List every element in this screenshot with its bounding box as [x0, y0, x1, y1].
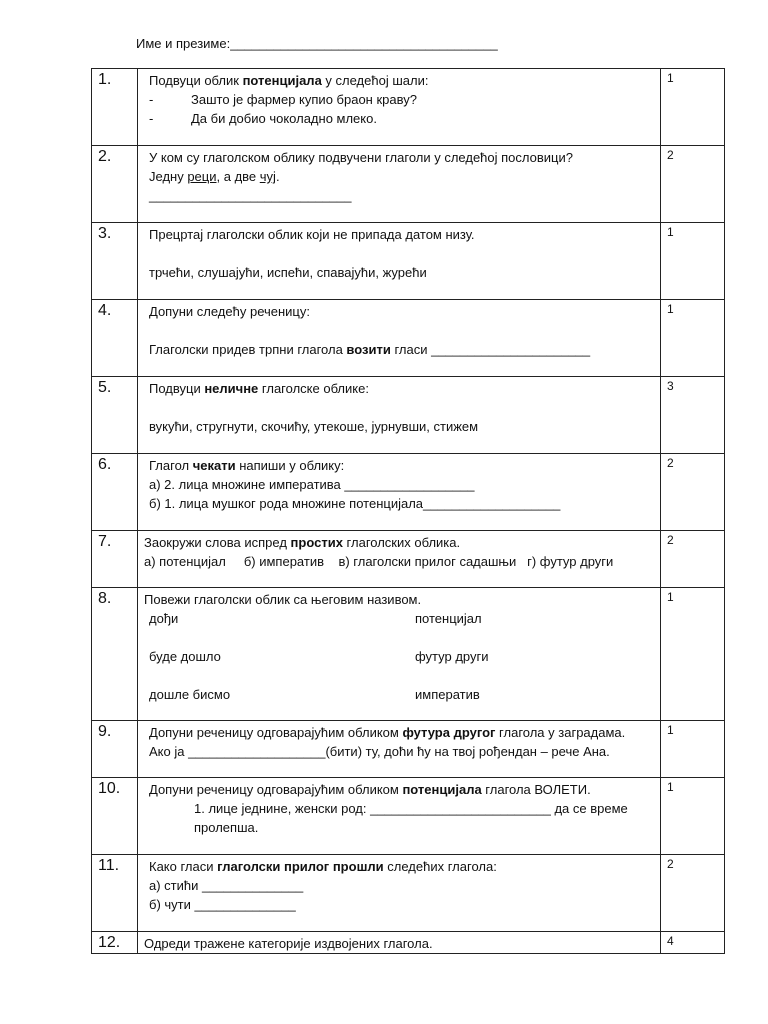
question-number: 9. — [92, 721, 138, 778]
points: 2 — [661, 855, 725, 932]
question-body: Одреди тражене категорије издвојених глагола. — [138, 932, 661, 954]
question-row — [92, 721, 725, 778]
question-row — [92, 454, 725, 531]
question-body: Допуни следећу реченицу: Глаголски придев трпни глагола возити гласи ______________________ — [138, 300, 661, 377]
points: 1 — [661, 721, 725, 778]
points: 1 — [661, 778, 725, 855]
question-body: Глагол чекати напиши у облику: а) 2. лица множине императива __________________ б) 1. лица мушког рода множине потенцијала___________________ — [138, 454, 661, 531]
points: 2 — [661, 146, 725, 223]
question-number: 11. — [92, 855, 138, 932]
question-row — [92, 300, 725, 377]
name-label: Име и презиме: — [136, 36, 231, 51]
points: 3 — [661, 377, 725, 454]
question-body: Подвуци неличне глаголске облике: вукући, стругнути, скочићу, утекоше, јурнувши, стижем — [138, 377, 661, 454]
test-table — [91, 68, 725, 954]
name-blank[interactable]: _____________________________________ — [230, 36, 498, 51]
question-row — [92, 146, 725, 223]
question-number: 10. — [92, 778, 138, 855]
question-number: 5. — [92, 377, 138, 454]
question-number: 12. — [92, 932, 138, 954]
question-number: 3. — [92, 223, 138, 300]
question-body: Допуни реченицу одговарајућим обликом потенцијала глагола ВОЛЕТИ. 1. лице једнине, женски род: _________________________ да се време пролепша. — [138, 778, 661, 855]
question-number: 2. — [92, 146, 138, 223]
question-body: Заокружи слова испред простих глаголских облика. а) потенцијал б) императив в) глаголски прилог садашњи г) футур други — [138, 531, 661, 588]
question-body: Прецртај глаголски облик који не припада датом низу. трчећи, слушајући, испећи, спавајући, журећи — [138, 223, 661, 300]
question-row — [92, 69, 725, 146]
question-number: 1. — [92, 69, 138, 146]
question-body: У ком су глаголском облику подвучени глаголи у следећој пословици? Једну реци, а две чуј. ____________________________ — [138, 146, 661, 223]
question-row — [92, 855, 725, 932]
question-row — [92, 778, 725, 855]
points: 1 — [661, 588, 725, 721]
question-number: 6. — [92, 454, 138, 531]
points: 1 — [661, 69, 725, 146]
question-row — [92, 531, 725, 588]
question-row — [92, 588, 725, 721]
points: 1 — [661, 300, 725, 377]
answer-line[interactable]: ____________________________ — [149, 188, 352, 203]
points: 4 — [661, 932, 725, 954]
points: 2 — [661, 454, 725, 531]
question-number: 4. — [92, 300, 138, 377]
points: 2 — [661, 531, 725, 588]
question-body: Повежи глаголски облик са његовим називом. дођи потенцијал буде дошло футур други дошле бисмо императив — [138, 588, 661, 721]
question-body: Како гласи глаголски прилог прошли следећих глагола: а) стићи ______________ б) чути ______________ — [138, 855, 661, 932]
question-number: 7. — [92, 531, 138, 588]
question-row — [92, 932, 725, 954]
question-body: Подвуци облик потенцијала у следећој шали: - Зашто је фармер купио браон краву? - Да би добио чоколадно млеко. — [138, 69, 661, 146]
points: 1 — [661, 223, 725, 300]
question-number: 8. — [92, 588, 138, 721]
question-body: Допуни реченицу одговарајућим обликом футура другог глагола у заградама. Ако ја ___________________(бити) ту, доћи ћу на твој рођендан – рече Ана. — [138, 721, 661, 778]
question-row — [92, 377, 725, 454]
name-line — [136, 36, 498, 51]
question-row — [92, 223, 725, 300]
